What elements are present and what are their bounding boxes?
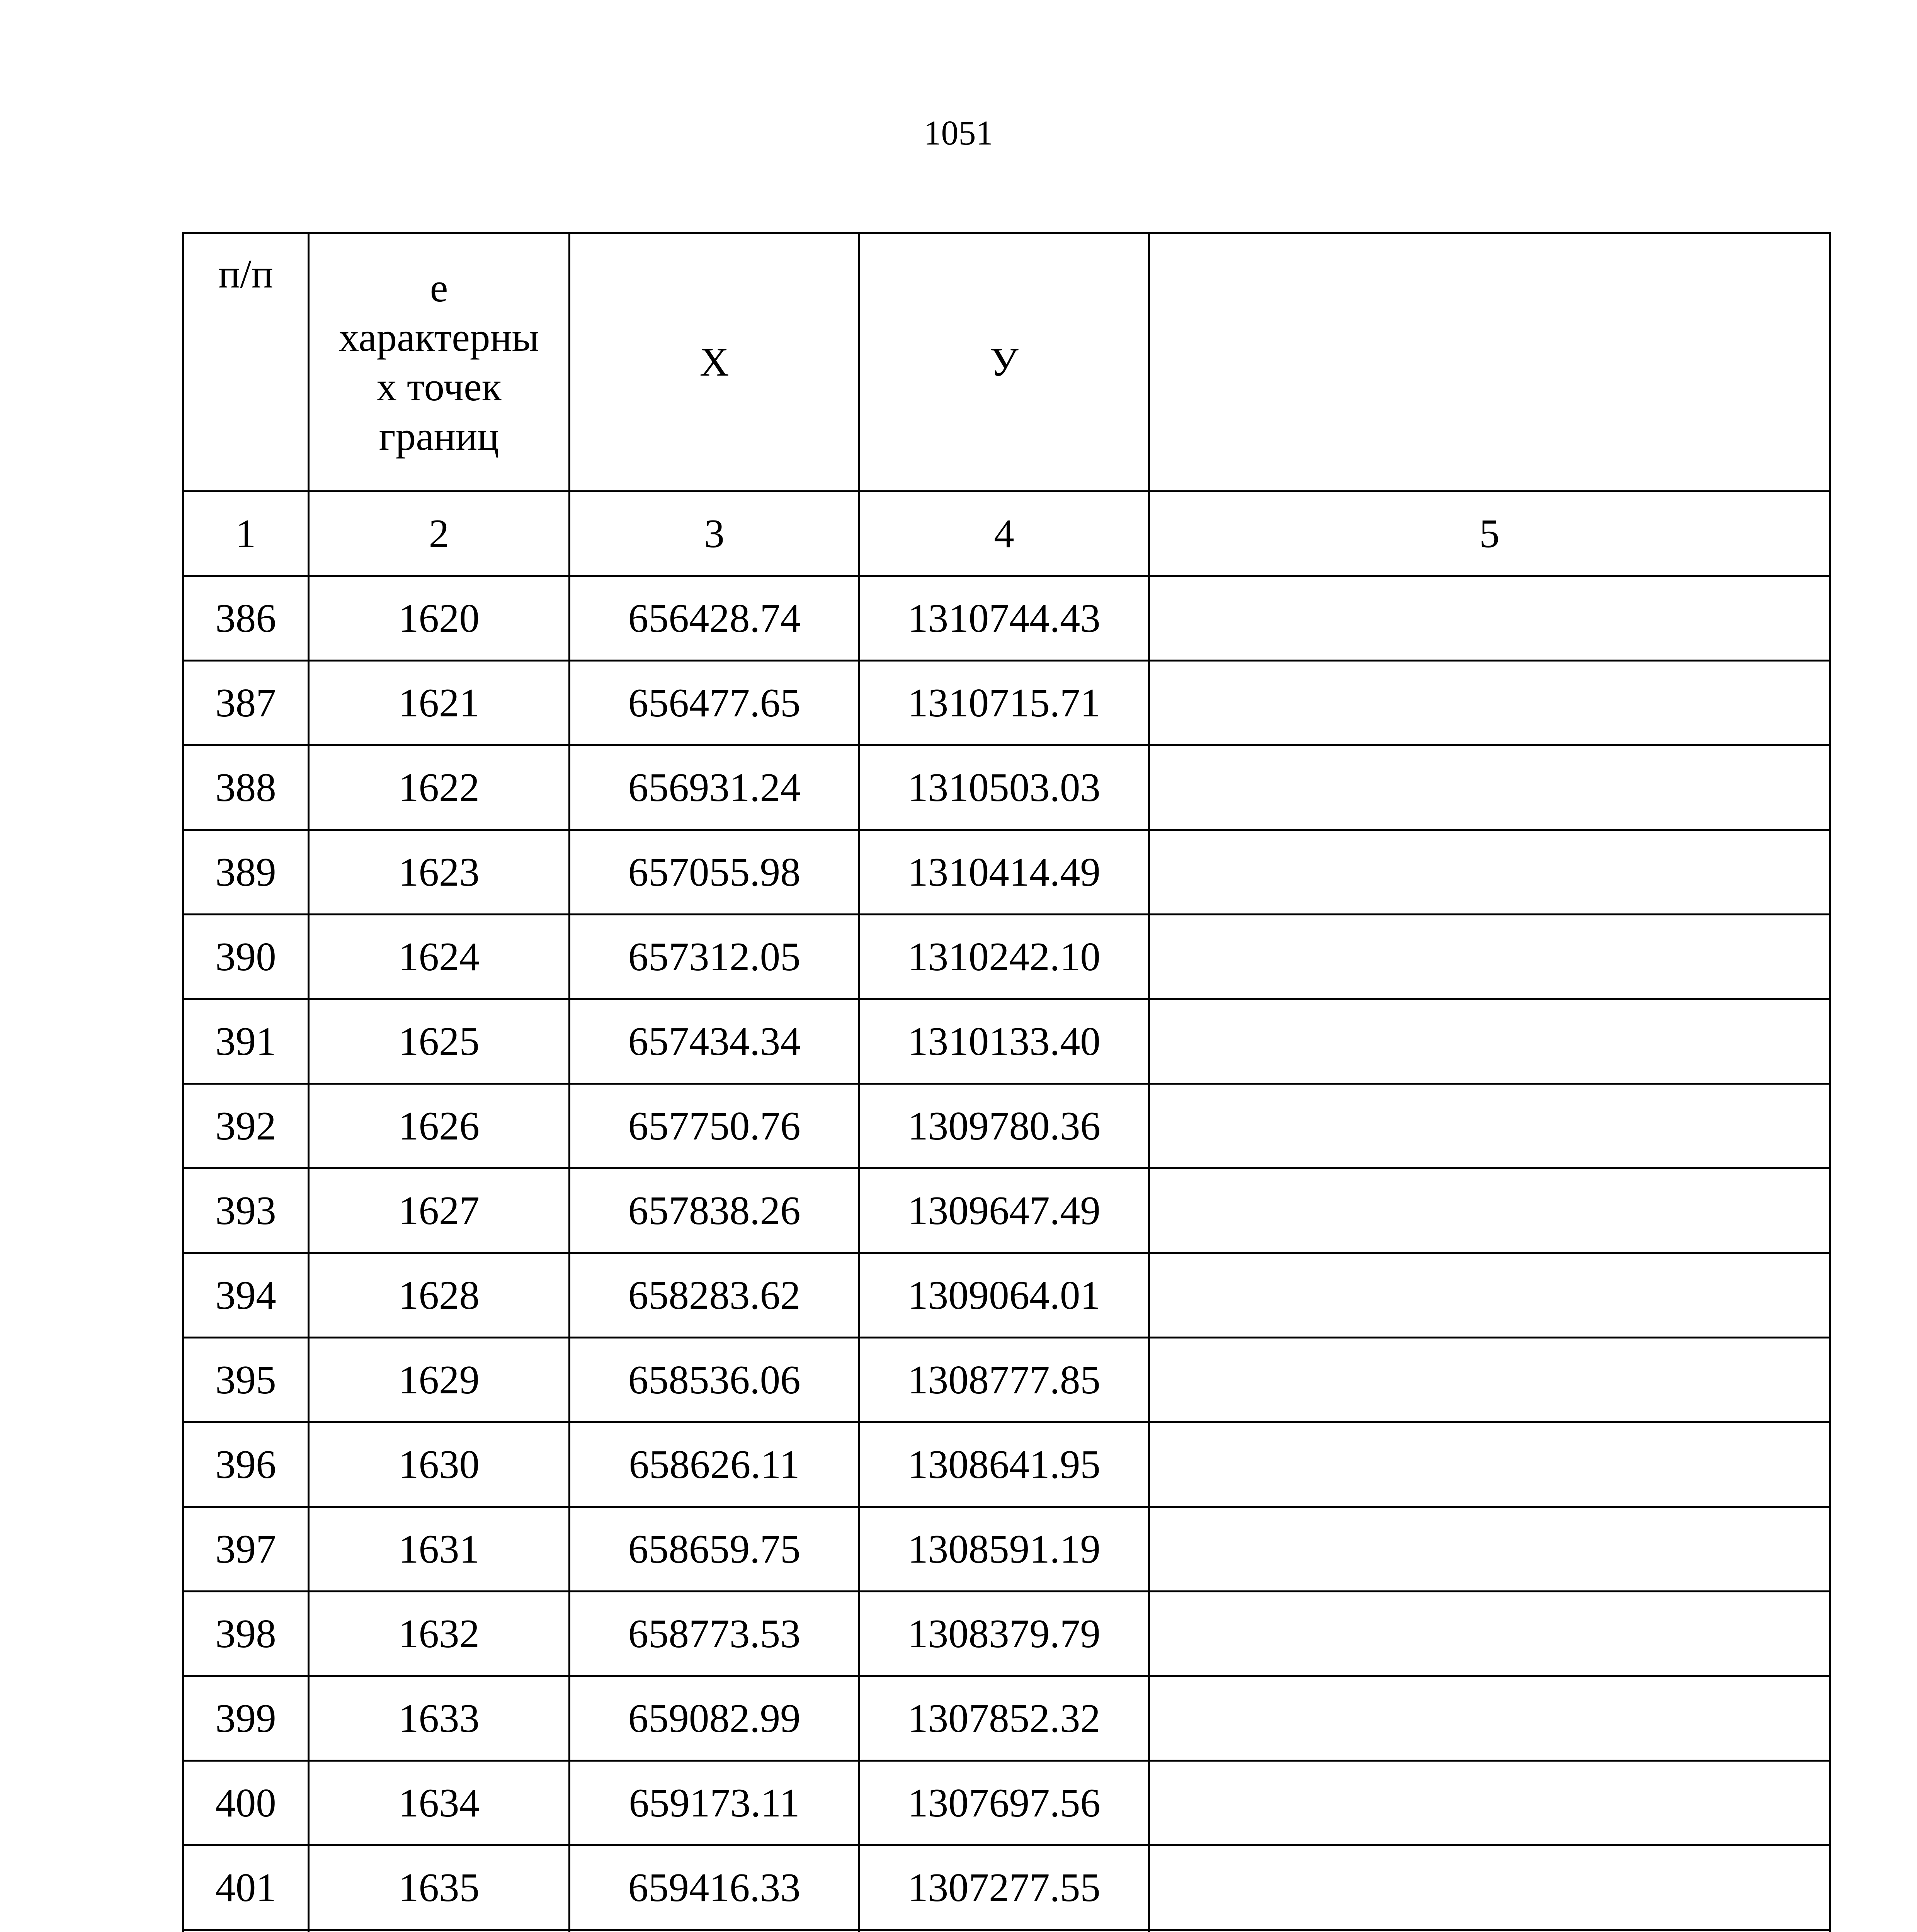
cell-x: 658773.53: [570, 1592, 859, 1676]
header-cell-x: Х: [570, 233, 859, 492]
cell-y: 1310503.03: [859, 745, 1149, 830]
cell-order-number: 400: [183, 1761, 309, 1845]
cell-note: [1149, 999, 1830, 1084]
cell-order-number: 393: [183, 1168, 309, 1253]
cell-note: [1149, 830, 1830, 915]
table-row: [183, 1168, 1830, 1253]
table-row: [183, 1930, 1830, 1932]
cell-point-number: 1620: [309, 576, 570, 661]
cell-order-number: 386: [183, 576, 309, 661]
cell-order-number: 392: [183, 1084, 309, 1168]
cell-note: [1149, 1253, 1830, 1338]
column-number-cell: 1: [183, 492, 309, 576]
cell-note: [1149, 1507, 1830, 1592]
header-cell-order-number: п/п: [183, 233, 309, 492]
cell-note: [1149, 661, 1830, 745]
cell-x: 658283.62: [570, 1253, 859, 1338]
cell-note: [1149, 1761, 1830, 1845]
cell-x: 658536.06: [570, 1338, 859, 1422]
cell-point-number: 1627: [309, 1168, 570, 1253]
coordinates-table: [182, 232, 1831, 1932]
cell-point-number: 1626: [309, 1084, 570, 1168]
cell-note: [1149, 576, 1830, 661]
cell-order-number: 394: [183, 1253, 309, 1338]
cell-x: 656931.24: [570, 745, 859, 830]
cell-order-number: 390: [183, 915, 309, 999]
table-row: [183, 1507, 1830, 1592]
cell-point-number: 1631: [309, 1507, 570, 1592]
table-row: [183, 915, 1830, 999]
cell-point-number: 1625: [309, 999, 570, 1084]
cell-x: 658659.75: [570, 1507, 859, 1592]
cell-point-number: 1622: [309, 745, 570, 830]
table-row: [183, 830, 1830, 915]
cell-order-number: 388: [183, 745, 309, 830]
table-row: [183, 661, 1830, 745]
cell-x: 656477.65: [570, 661, 859, 745]
cell-y: 1307277.55: [859, 1845, 1149, 1930]
cell-point-number: 1633: [309, 1676, 570, 1761]
cell-note: [1149, 915, 1830, 999]
column-number-cell: 3: [570, 492, 859, 576]
table-row: [183, 745, 1830, 830]
column-number-cell: 5: [1149, 492, 1830, 576]
cell-point-number: [309, 1930, 570, 1932]
header-cell-empty: [1149, 233, 1830, 492]
cell-x: [570, 1930, 859, 1932]
cell-y: 1308641.95: [859, 1422, 1149, 1507]
cell-y: 1309780.36: [859, 1084, 1149, 1168]
cell-order-number: [183, 1930, 309, 1932]
table-row: [183, 1761, 1830, 1845]
cell-y: 1309064.01: [859, 1253, 1149, 1338]
cell-y: 1308379.79: [859, 1592, 1149, 1676]
header-cell-point-number: [309, 233, 570, 492]
cell-x: 659082.99: [570, 1676, 859, 1761]
cell-x: 659416.33: [570, 1845, 859, 1930]
cell-y: [859, 1930, 1149, 1932]
cell-order-number: 401: [183, 1845, 309, 1930]
cell-y: 1308591.19: [859, 1507, 1149, 1592]
table-row: [183, 1845, 1830, 1930]
cell-order-number: 391: [183, 999, 309, 1084]
cell-note: [1149, 745, 1830, 830]
column-number-row: [183, 492, 1830, 576]
cell-x: 657055.98: [570, 830, 859, 915]
cell-note: [1149, 1930, 1830, 1932]
cell-y: 1307852.32: [859, 1676, 1149, 1761]
cell-note: [1149, 1168, 1830, 1253]
cell-x: 657312.05: [570, 915, 859, 999]
cell-note: [1149, 1338, 1830, 1422]
table-row: [183, 1253, 1830, 1338]
table-row: [183, 1084, 1830, 1168]
cell-y: 1310414.49: [859, 830, 1149, 915]
table-row: [183, 1422, 1830, 1507]
cell-point-number: 1623: [309, 830, 570, 915]
cell-point-number: 1630: [309, 1422, 570, 1507]
cell-point-number: 1629: [309, 1338, 570, 1422]
cell-y: 1309647.49: [859, 1168, 1149, 1253]
cell-y: 1310133.40: [859, 999, 1149, 1084]
cell-x: 659173.11: [570, 1761, 859, 1845]
table-row: [183, 1338, 1830, 1422]
page-number: 1051: [924, 114, 993, 152]
header-cell-y: У: [859, 233, 1149, 492]
cell-point-number: 1624: [309, 915, 570, 999]
column-number-cell: 2: [309, 492, 570, 576]
cell-y: 1310242.10: [859, 915, 1149, 999]
cell-note: [1149, 1084, 1830, 1168]
cell-order-number: 396: [183, 1422, 309, 1507]
cell-point-number: 1628: [309, 1253, 570, 1338]
cell-note: [1149, 1592, 1830, 1676]
cell-order-number: 395: [183, 1338, 309, 1422]
cell-x: 658626.11: [570, 1422, 859, 1507]
column-number-cell: 4: [859, 492, 1149, 576]
cell-order-number: 398: [183, 1592, 309, 1676]
cell-order-number: 387: [183, 661, 309, 745]
cell-note: [1149, 1422, 1830, 1507]
cell-point-number: 1635: [309, 1845, 570, 1930]
table-row: [183, 1676, 1830, 1761]
cell-x: 657838.26: [570, 1168, 859, 1253]
cell-y: 1307697.56: [859, 1761, 1149, 1845]
table-row: [183, 576, 1830, 661]
cell-y: 1310744.43: [859, 576, 1149, 661]
table-row: [183, 1592, 1830, 1676]
cell-note: [1149, 1676, 1830, 1761]
cell-y: 1310715.71: [859, 661, 1149, 745]
header-cell-point-number-text: е характерны х точек границ: [338, 265, 539, 459]
cell-order-number: 397: [183, 1507, 309, 1592]
cell-order-number: 389: [183, 830, 309, 915]
cell-point-number: 1632: [309, 1592, 570, 1676]
table-row: [183, 999, 1830, 1084]
cell-x: 657434.34: [570, 999, 859, 1084]
cell-x: 656428.74: [570, 576, 859, 661]
cell-order-number: 399: [183, 1676, 309, 1761]
table-header-row: [183, 233, 1830, 492]
cell-point-number: 1634: [309, 1761, 570, 1845]
cell-y: 1308777.85: [859, 1338, 1149, 1422]
cell-x: 657750.76: [570, 1084, 859, 1168]
cell-note: [1149, 1845, 1830, 1930]
cell-point-number: 1621: [309, 661, 570, 745]
